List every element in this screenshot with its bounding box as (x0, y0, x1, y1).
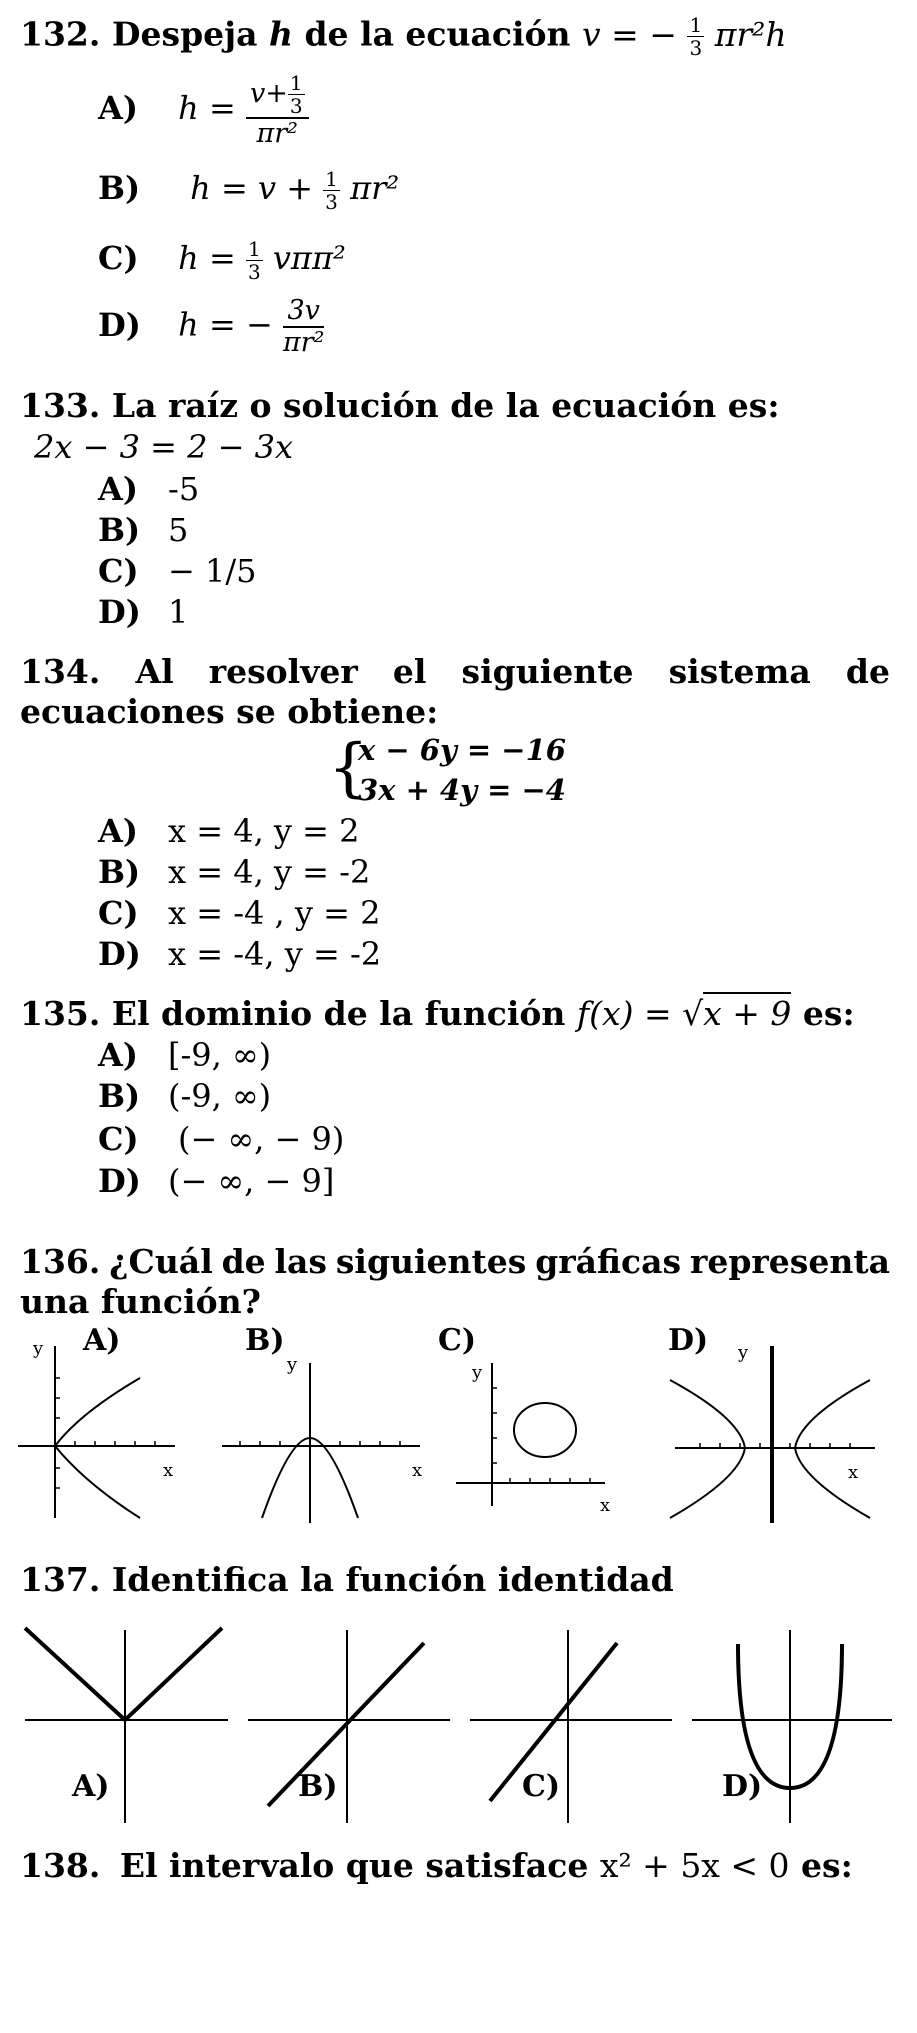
svg-text:y: y (472, 1362, 483, 1383)
graphs-137 (0, 1618, 917, 1828)
option-c[interactable]: C) h = $\frac{1}{3}$ vππ² (98, 237, 346, 284)
question-133-heading: 133. La raíz o solución de la ecuación es: (20, 386, 780, 425)
option-b[interactable]: B) 5 (98, 511, 189, 549)
graphs-136 (0, 1318, 917, 1528)
svg-text:y: y (33, 1338, 44, 1359)
graph-a[interactable] (25, 1628, 228, 1823)
option-d[interactable]: D) x = -4, y = -2 (98, 935, 382, 973)
option-b[interactable]: B) x = 4, y = -2 (98, 853, 371, 891)
question-135-heading: 135. El dominio de la función f(x) = √x + 9 es: (20, 994, 855, 1033)
graph-label: B) (298, 1769, 338, 1804)
graph-c[interactable] (456, 1363, 605, 1506)
question-text: Despeja (111, 14, 258, 54)
svg-text:x: x (163, 1460, 174, 1481)
graph-label: C) (522, 1769, 561, 1804)
option-a[interactable]: A) -5 (98, 470, 200, 508)
option-d[interactable]: D) 1 (98, 593, 189, 631)
equation: 2x − 3 = 2 − 3x (34, 428, 293, 466)
question-138-heading: 138. El intervalo que satisface x² + 5x < 0 es: (20, 1846, 853, 1885)
question-136-heading: 136. ¿Cuál de las siguientes gráficas representa una función? (20, 1242, 890, 1321)
option-b[interactable]: B) (-9, ∞) (98, 1077, 272, 1115)
equation: v = − $\frac{1}{3}$ πr²h (582, 13, 787, 60)
fraction: v+ $\frac{1}{3}$ πr² (246, 72, 309, 149)
graph-label: D) (722, 1769, 763, 1804)
graph-label: C) (438, 1323, 477, 1358)
option-c[interactable]: C) − 1/5 (98, 552, 257, 590)
inequality: x² + 5x < 0 (599, 1846, 790, 1885)
option-d[interactable]: D) (− ∞, − 9] (98, 1162, 335, 1200)
svg-text:y: y (738, 1342, 749, 1363)
option-a[interactable]: A) h = v+ $\frac{1}{3}$ πr² (98, 72, 309, 149)
svg-text:x: x (412, 1460, 423, 1481)
option-c[interactable]: C) x = -4 , y = 2 (98, 894, 381, 932)
graph-label: A) (83, 1323, 121, 1358)
question-text: de la ecuación (304, 14, 571, 54)
graph-label: D) (668, 1323, 709, 1358)
graph-b[interactable] (222, 1363, 423, 1523)
graph-label: B) (245, 1323, 285, 1358)
svg-text:y: y (287, 1354, 298, 1375)
svg-text:x: x (600, 1495, 611, 1516)
svg-text:x: x (848, 1462, 859, 1483)
equation-system: { x − 6y = −16 3x + 4y = −4 (328, 731, 566, 807)
graph-d[interactable] (670, 1346, 875, 1523)
option-c[interactable]: C) (− ∞, − 9) (98, 1120, 345, 1158)
option-a[interactable]: A) x = 4, y = 2 (98, 812, 360, 850)
question-134-heading: 134. Al resolver el siguiente sistema de ecuaciones se obtiene: (20, 652, 890, 731)
variable-h: h (268, 14, 293, 54)
option-a[interactable]: A) [-9, ∞) (98, 1036, 272, 1074)
graph-label: A) (72, 1769, 110, 1804)
question-132-heading (20, 14, 787, 59)
graph-c[interactable] (470, 1630, 672, 1823)
question-137-heading: 137. Identifica la función identidad (20, 1560, 674, 1599)
option-b[interactable]: B) h = v + $\frac{1}{3}$ πr² (98, 167, 400, 214)
graph-b[interactable] (248, 1630, 450, 1823)
option-d[interactable]: D) h = − $\frac{3v}{\text{πr²}}$ (98, 295, 325, 358)
graph-a[interactable] (18, 1346, 175, 1518)
question-number: 132. (20, 14, 101, 54)
